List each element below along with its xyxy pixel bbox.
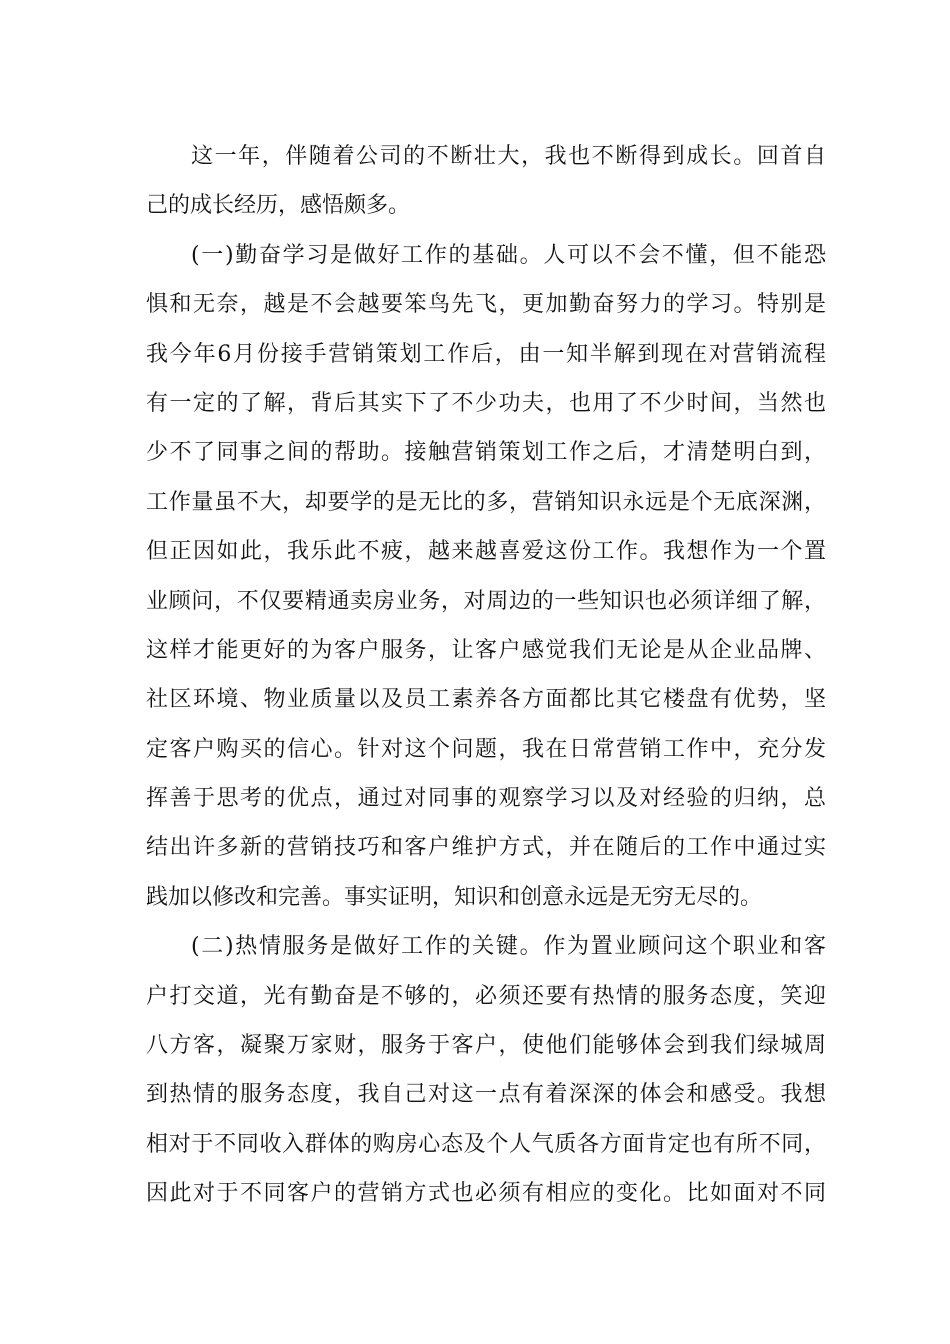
text-line: 有一定的了解，背后其实下了不少功夫，也用了不少时间，当然也 [146,390,826,416]
text-line: 定客户购买的信心。针对这个问题，我在日常营销工作中，充分发 [146,736,826,762]
text-line: 到热情的服务态度，我自己对这一点有着深深的体会和感受。我想 [146,1082,826,1108]
text-line: 户打交道，光有勤奋是不够的，必须还要有热情的服务态度，笑迎 [146,983,826,1009]
text-line: 我今年6月份接手营销策划工作后，由一知半解到现在对营销流程 [146,341,826,367]
text-line: 社区环境、物业质量以及员工素养各方面都比其它楼盘有优势，坚 [146,687,826,713]
text-line: 相对于不同收入群体的购房心态及个人气质各方面肯定也有所不同， [146,1131,826,1157]
text-line: 但正因如此，我乐此不疲，越来越喜爱这份工作。我想作为一个置 [146,539,826,565]
body-text [146,132,826,1219]
text-line: 结出许多新的营销技巧和客户维护方式，并在随后的工作中通过实 [146,835,826,861]
text-line: 少不了同事之间的帮助。接触营销策划工作之后，才清楚明白到， [146,440,826,466]
text-line: 践加以修改和完善。事实证明，知识和创意永远是无穷无尽的。 [146,884,763,910]
text-line: 惧和无奈，越是不会越要笨鸟先飞，更加勤奋努力的学习。特别是 [146,292,826,318]
text-line: 八方客，凝聚万家财，服务于客户，使他们能够体会到我们绿城周 [146,1033,826,1059]
text-line: (一)勤奋学习是做好工作的基础。人可以不会不懂，但不能恐 [191,242,826,268]
text-line: 这一年，伴随着公司的不断壮大，我也不断得到成长。回首自 [191,144,826,169]
text-line: 挥善于思考的优点，通过对同事的观察学习以及对经验的归纳，总 [146,786,826,812]
text-line: 这样才能更好的为客户服务，让客户感觉我们无论是从企业品牌、 [146,637,826,663]
text-line: 因此对于不同客户的营销方式也必须有相应的变化。比如面对不同 [146,1181,826,1207]
text-line: 工作量虽不大，却要学的是无比的多，营销知识永远是个无底深渊， [146,489,826,515]
text-line: (二)热情服务是做好工作的关键。作为置业顾问这个职业和客 [191,934,826,960]
text-line: 业顾问，不仅要精通卖房业务，对周边的一些知识也必须详细了解， [146,588,826,614]
text-line: 己的成长经历，感悟颇多。 [146,193,411,219]
